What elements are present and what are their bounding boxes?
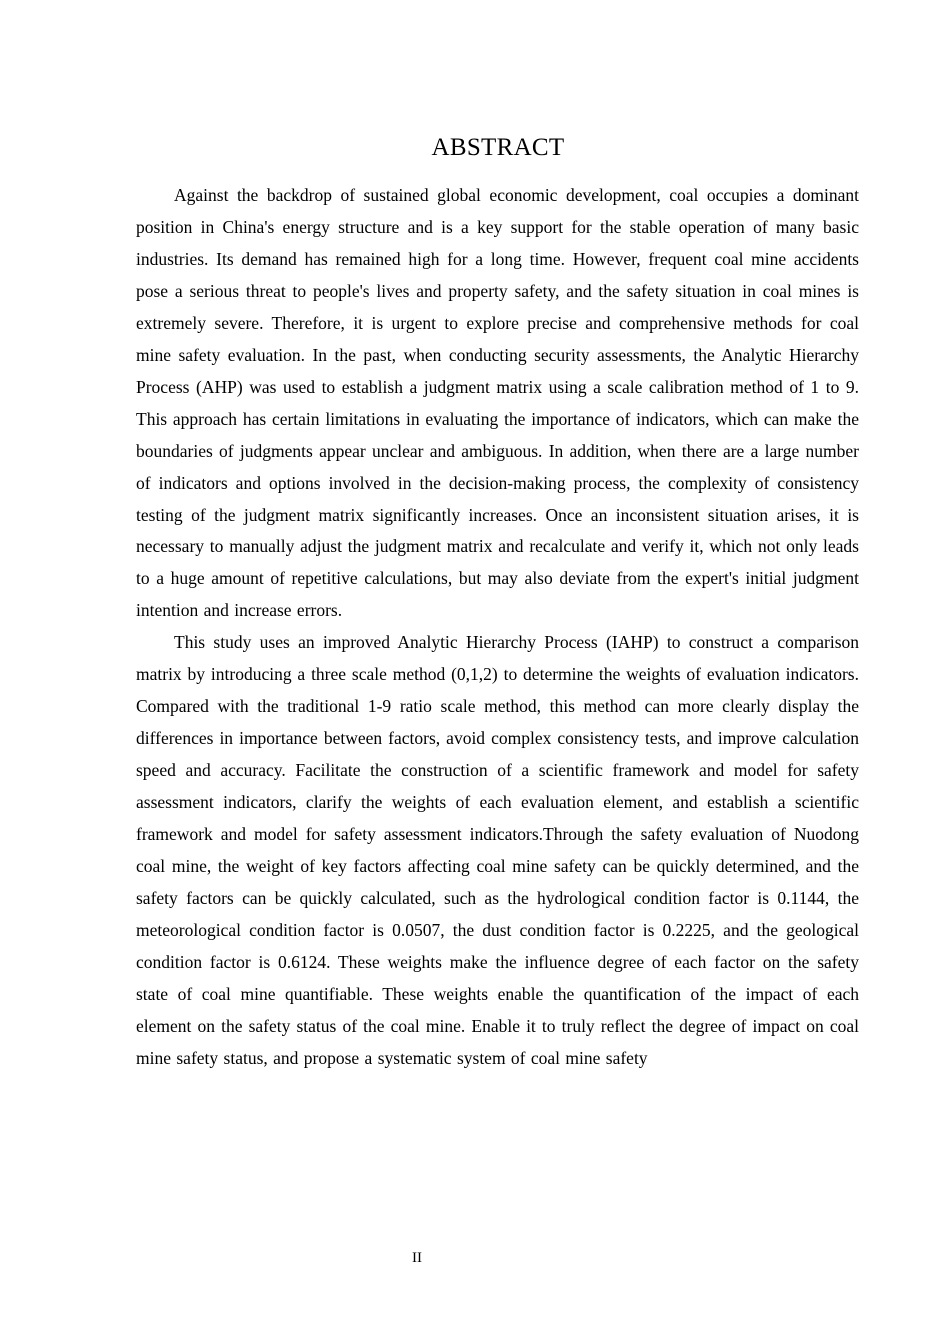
abstract-paragraph-2: This study uses an improved Analytic Hierarchy Process (IAHP) to construct a comparison matrix by introducing a three scale method (0,1,2) to determine the weights of evaluation indicators. Compared with the traditional 1-9 ratio scale method, this method can more clearly display the differences in importance between factors, avoid complex consistency tests, and improve calculation speed and accuracy. Facilitate the construction of a scientific framework and model for safety assessment indicators, clarify the weights of each evaluation element, and establish a scientific framework and model for safety assessment indicators.Through the safety evaluation of Nuodong coal mine, the weight of key factors affecting coal mine safety can be quickly determined, and the safety factors can be quickly calculated, such as the hydrological condition factor is 0.1144, the meteorological condition factor is 0.0507, the dust condition factor is 0.2225, and the geological condition factor is 0.6124. These weights make the influence degree of each factor on the safety state of coal mine quantifiable. These weights enable the quantification of the impact of each element on the safety status of the coal mine. Enable it to truly reflect the degree of impact on coal mine safety status, and propose a systematic system of coal mine safety [136,632,859,1068]
page-number: II [412,1250,422,1266]
abstract-body [136,180,859,1075]
page-title: ABSTRACT [431,134,565,161]
abstract-paragraph-1: Against the backdrop of sustained global economic development, coal occupies a dominant position in China's energy structure and is a key support for the stable operation of many basic industries. Its demand has remained high for a long time. However, frequent coal mine accidents pose a serious threat to people's lives and property safety, and the safety situation in coal mines is extremely severe. Therefore, it is urgent to explore precise and comprehensive methods for coal mine safety evaluation. In the past, when conducting security assessments, the Analytic Hierarchy Process (AHP) was used to establish a judgment matrix using a scale calibration method of 1 to 9. This approach has certain limitations in evaluating the importance of indicators, which can make the boundaries of judgments appear unclear and ambiguous. In addition, when there are a large number of indicators and options involved in the decision-making process, the complexity of consistency testing of the judgment matrix significantly increases. Once an inconsistent situation arises, it is necessary to manually adjust the judgment matrix and recalculate and verify it, which not only leads to a huge amount of repetitive calculations, but may also deviate from the expert's initial judgment intention and increase errors. [136,185,859,621]
